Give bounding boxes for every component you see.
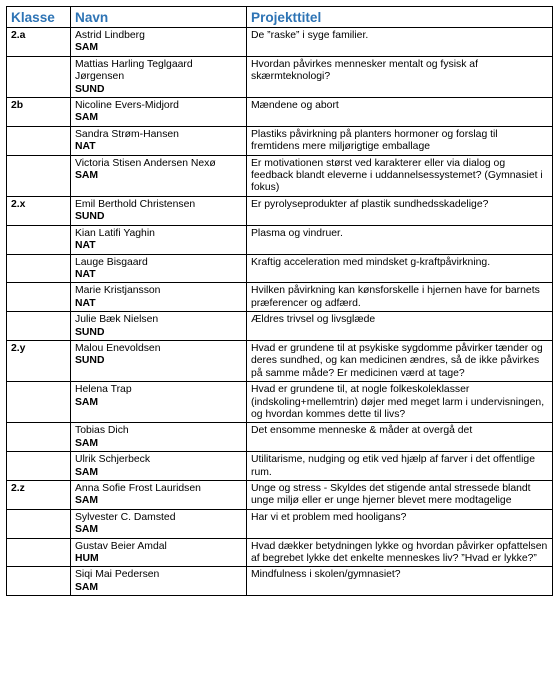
subject-label: SAM bbox=[75, 466, 99, 478]
subject-label: SAM bbox=[75, 170, 99, 182]
header-row bbox=[7, 7, 553, 28]
student-name: Siqi Mai Pedersen bbox=[75, 569, 160, 581]
student-cell bbox=[71, 283, 247, 312]
student-cell bbox=[71, 98, 247, 127]
subject-label: SUND bbox=[75, 355, 105, 367]
student-cell bbox=[71, 254, 247, 283]
student-cell bbox=[71, 225, 247, 254]
table-row bbox=[7, 340, 553, 381]
student-cell bbox=[71, 481, 247, 510]
student-name: Anna Sofie Frost Lauridsen bbox=[75, 483, 201, 494]
klasse-cell bbox=[7, 452, 71, 481]
subject-label: SAM bbox=[75, 112, 99, 124]
student-name: Julie Bæk Nielsen bbox=[75, 314, 159, 326]
student-cell bbox=[71, 155, 247, 196]
subject-label: SAM bbox=[75, 581, 99, 593]
project-title-cell: Plastiks påvirkning på planters hormoner og forslag til fremtidens mere miljørigtige emballage bbox=[247, 126, 553, 155]
klasse-cell bbox=[7, 225, 71, 254]
header-klasse: Klasse bbox=[7, 7, 71, 28]
student-name: Sylvester C. Damsted bbox=[75, 511, 176, 523]
project-title-cell: De ”raske” i syge familier. bbox=[247, 28, 553, 57]
table-row bbox=[7, 98, 553, 127]
project-title-cell: Kraftig acceleration med mindsket g-kraftpåvirkning. bbox=[247, 254, 553, 283]
project-table-container bbox=[6, 6, 553, 596]
subject-label: SUND bbox=[75, 326, 105, 338]
student-name: Lauge Bisgaard bbox=[75, 256, 148, 268]
student-cell bbox=[71, 56, 247, 97]
project-title-cell: Hvad er grundene til, at nogle folkeskoleklasser (indskoling+mellemtrin) døjer med meget larm i undervisningen, og hvordan kommes dette til livs? bbox=[247, 382, 553, 423]
project-title-cell: Ældres trivsel og livsglæde bbox=[247, 312, 553, 341]
klasse-cell: 2.x bbox=[7, 196, 71, 225]
student-cell bbox=[71, 423, 247, 452]
project-title-cell: Mindfulness i skolen/gymnasiet? bbox=[247, 567, 553, 596]
table-row bbox=[7, 382, 553, 423]
table-row bbox=[7, 452, 553, 481]
klasse-cell: 2.y bbox=[7, 340, 71, 381]
project-title-cell: Utilitarisme, nudging og etik ved hjælp af farver i det offentlige rum. bbox=[247, 452, 553, 481]
student-cell bbox=[71, 126, 247, 155]
subject-label: SAM bbox=[75, 42, 99, 54]
project-title-cell: Hvilken påvirkning kan kønsforskelle i hjernen have for barnets præferencer og adfærd. bbox=[247, 283, 553, 312]
klasse-cell bbox=[7, 283, 71, 312]
subject-label: SAM bbox=[75, 495, 99, 507]
table-body bbox=[7, 28, 553, 596]
table-row bbox=[7, 126, 553, 155]
student-cell bbox=[71, 567, 247, 596]
student-cell bbox=[71, 538, 247, 567]
student-name: Ulrik Schjerbeck bbox=[75, 454, 151, 466]
project-title-cell: Hvordan påvirkes mennesker mentalt og fysisk af skærmteknologi? bbox=[247, 56, 553, 97]
student-cell bbox=[71, 509, 247, 538]
student-name: Tobias Dich bbox=[75, 425, 129, 437]
table-row bbox=[7, 423, 553, 452]
project-title-cell: Hvad dækker betydningen lykke og hvordan påvirker opfattelsen af begrebet lykke det enkelte menneskes liv? ”Hvad er lykke?” bbox=[247, 538, 553, 567]
table-row bbox=[7, 538, 553, 567]
student-cell bbox=[71, 196, 247, 225]
student-cell bbox=[71, 28, 247, 57]
klasse-cell bbox=[7, 155, 71, 196]
subject-label: HUM bbox=[75, 553, 99, 565]
klasse-cell bbox=[7, 312, 71, 341]
subject-label: NAT bbox=[75, 297, 96, 309]
header-navn: Navn bbox=[71, 7, 247, 28]
klasse-cell bbox=[7, 126, 71, 155]
student-name: Sandra Strøm-Hansen bbox=[75, 128, 179, 140]
subject-label: NAT bbox=[75, 268, 96, 280]
subject-label: SAM bbox=[75, 396, 99, 408]
student-name: Victoria Stisen Andersen Nexø bbox=[75, 157, 216, 169]
student-name: Nicoline Evers-Midjord bbox=[75, 100, 179, 112]
student-cell bbox=[71, 340, 247, 381]
subject-label: SAM bbox=[75, 437, 99, 449]
klasse-cell: 2.z bbox=[7, 481, 71, 510]
table-row bbox=[7, 56, 553, 97]
klasse-cell bbox=[7, 423, 71, 452]
klasse-cell bbox=[7, 254, 71, 283]
project-title-cell: Mændene og abort bbox=[247, 98, 553, 127]
table-row bbox=[7, 28, 553, 57]
table-row bbox=[7, 155, 553, 196]
klasse-cell bbox=[7, 538, 71, 567]
subject-label: NAT bbox=[75, 141, 96, 153]
table-row bbox=[7, 509, 553, 538]
project-table bbox=[6, 6, 553, 596]
klasse-cell: 2.a bbox=[7, 28, 71, 57]
student-name: Helena Trap bbox=[75, 384, 132, 396]
student-cell bbox=[71, 452, 247, 481]
project-title-cell: Hvad er grundene til at psykiske sygdomme påvirker tænder og deres sundhed, og kan medicinen ændres, så de ikke påvirkes på samme måde? Er medicinen værd at tage? bbox=[247, 340, 553, 381]
subject-label: SUND bbox=[75, 211, 105, 223]
klasse-cell bbox=[7, 509, 71, 538]
student-name: Astrid Lindberg bbox=[75, 30, 145, 41]
student-name: Marie Kristjansson bbox=[75, 285, 161, 297]
table-row bbox=[7, 312, 553, 341]
student-name: Kian Latifi Yaghin bbox=[75, 227, 155, 239]
klasse-cell: 2b bbox=[7, 98, 71, 127]
table-row bbox=[7, 481, 553, 510]
table-row bbox=[7, 254, 553, 283]
header-projekttitel: Projekttitel bbox=[247, 7, 553, 28]
klasse-cell bbox=[7, 567, 71, 596]
table-row bbox=[7, 283, 553, 312]
project-title-cell: Unge og stress - Skyldes det stigende antal stressede blandt unge miljø eller er unge hjerner blevet mere modtagelige bbox=[247, 481, 553, 510]
project-title-cell: Plasma og vindruer. bbox=[247, 225, 553, 254]
student-name: Emil Berthold Christensen bbox=[75, 198, 196, 210]
table-row bbox=[7, 567, 553, 596]
student-cell bbox=[71, 382, 247, 423]
subject-label: SAM bbox=[75, 524, 99, 536]
student-cell bbox=[71, 312, 247, 341]
table-row bbox=[7, 196, 553, 225]
project-title-cell: Det ensomme menneske & måder at overgå det bbox=[247, 423, 553, 452]
subject-label: SUND bbox=[75, 83, 105, 95]
project-title-cell: Er pyrolyseprodukter af plastik sundhedsskadelige? bbox=[247, 196, 553, 225]
table-row bbox=[7, 225, 553, 254]
klasse-cell bbox=[7, 382, 71, 423]
project-title-cell: Er motivationen størst ved karakterer eller via dialog og feedback blandt eleverne i uddannelsessystemet? (Gymnasiet i fokus) bbox=[247, 155, 553, 196]
klasse-cell bbox=[7, 56, 71, 97]
student-name: Malou Enevoldsen bbox=[75, 342, 161, 354]
student-name: Mattias Harling Teglgaard Jørgensen bbox=[75, 58, 193, 83]
project-title-cell: Har vi et problem med hooligans? bbox=[247, 509, 553, 538]
student-name: Gustav Beier Amdal bbox=[75, 540, 167, 552]
subject-label: NAT bbox=[75, 240, 96, 252]
